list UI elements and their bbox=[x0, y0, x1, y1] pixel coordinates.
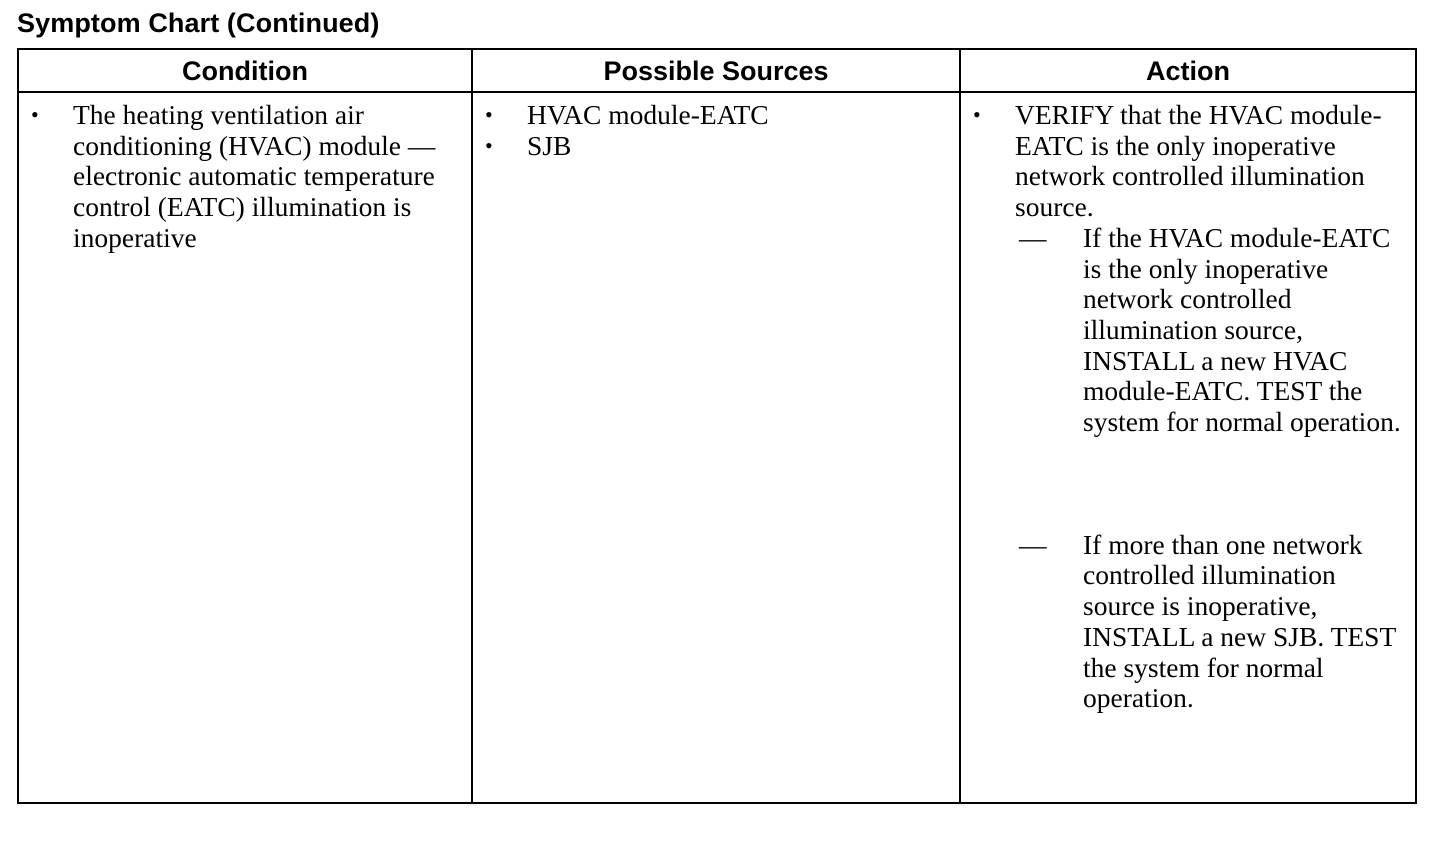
action-verify-text: VERIFY that the HVAC module-EATC is the only inoperative network controlled illumination source. bbox=[1015, 99, 1382, 223]
condition-text: The heating ventilation air conditioning (HVAC) module — electronic automatic temperature control (EATC) illumination is inoperative bbox=[73, 99, 436, 253]
header-condition: Condition bbox=[182, 56, 308, 86]
bullet-icon: • bbox=[485, 132, 493, 158]
bullet-icon: • bbox=[31, 102, 39, 127]
source-text-hvac: HVAC module-EATC bbox=[527, 99, 769, 130]
column-divider-1 bbox=[471, 50, 473, 802]
column-divider-2 bbox=[959, 50, 961, 802]
dash-icon: — bbox=[1019, 528, 1047, 560]
symptom-chart-table bbox=[17, 48, 1417, 804]
source-text-sjb: SJB bbox=[527, 129, 572, 161]
condition-item bbox=[31, 100, 461, 254]
page-title: Symptom Chart (Continued) bbox=[17, 8, 380, 38]
action-sub-text-1: If the HVAC module-EATC is the only inoperative network controlled illumination source, INSTALL a new HVAC module-EATC. TEST the system for normal operation. bbox=[1083, 221, 1401, 438]
bullet-icon: • bbox=[485, 102, 493, 127]
header-divider bbox=[19, 91, 1415, 93]
action-item bbox=[973, 100, 1405, 714]
action-sub-item bbox=[1019, 223, 1405, 438]
header-possible-sources: Possible Sources bbox=[603, 56, 829, 86]
action-sub-text-2: If more than one network controlled illumination source is inoperative, INSTALL a new SJB. TEST the system for normal operation. bbox=[1083, 528, 1396, 714]
dash-icon: — bbox=[1019, 221, 1047, 253]
action-cell bbox=[973, 100, 1405, 714]
source-item bbox=[485, 100, 945, 131]
possible-sources-cell bbox=[485, 100, 945, 161]
source-item bbox=[485, 131, 945, 162]
bullet-icon: • bbox=[973, 102, 981, 127]
condition-cell bbox=[31, 100, 461, 254]
header-action: Action bbox=[1146, 56, 1230, 86]
action-sub-item bbox=[1019, 530, 1405, 714]
